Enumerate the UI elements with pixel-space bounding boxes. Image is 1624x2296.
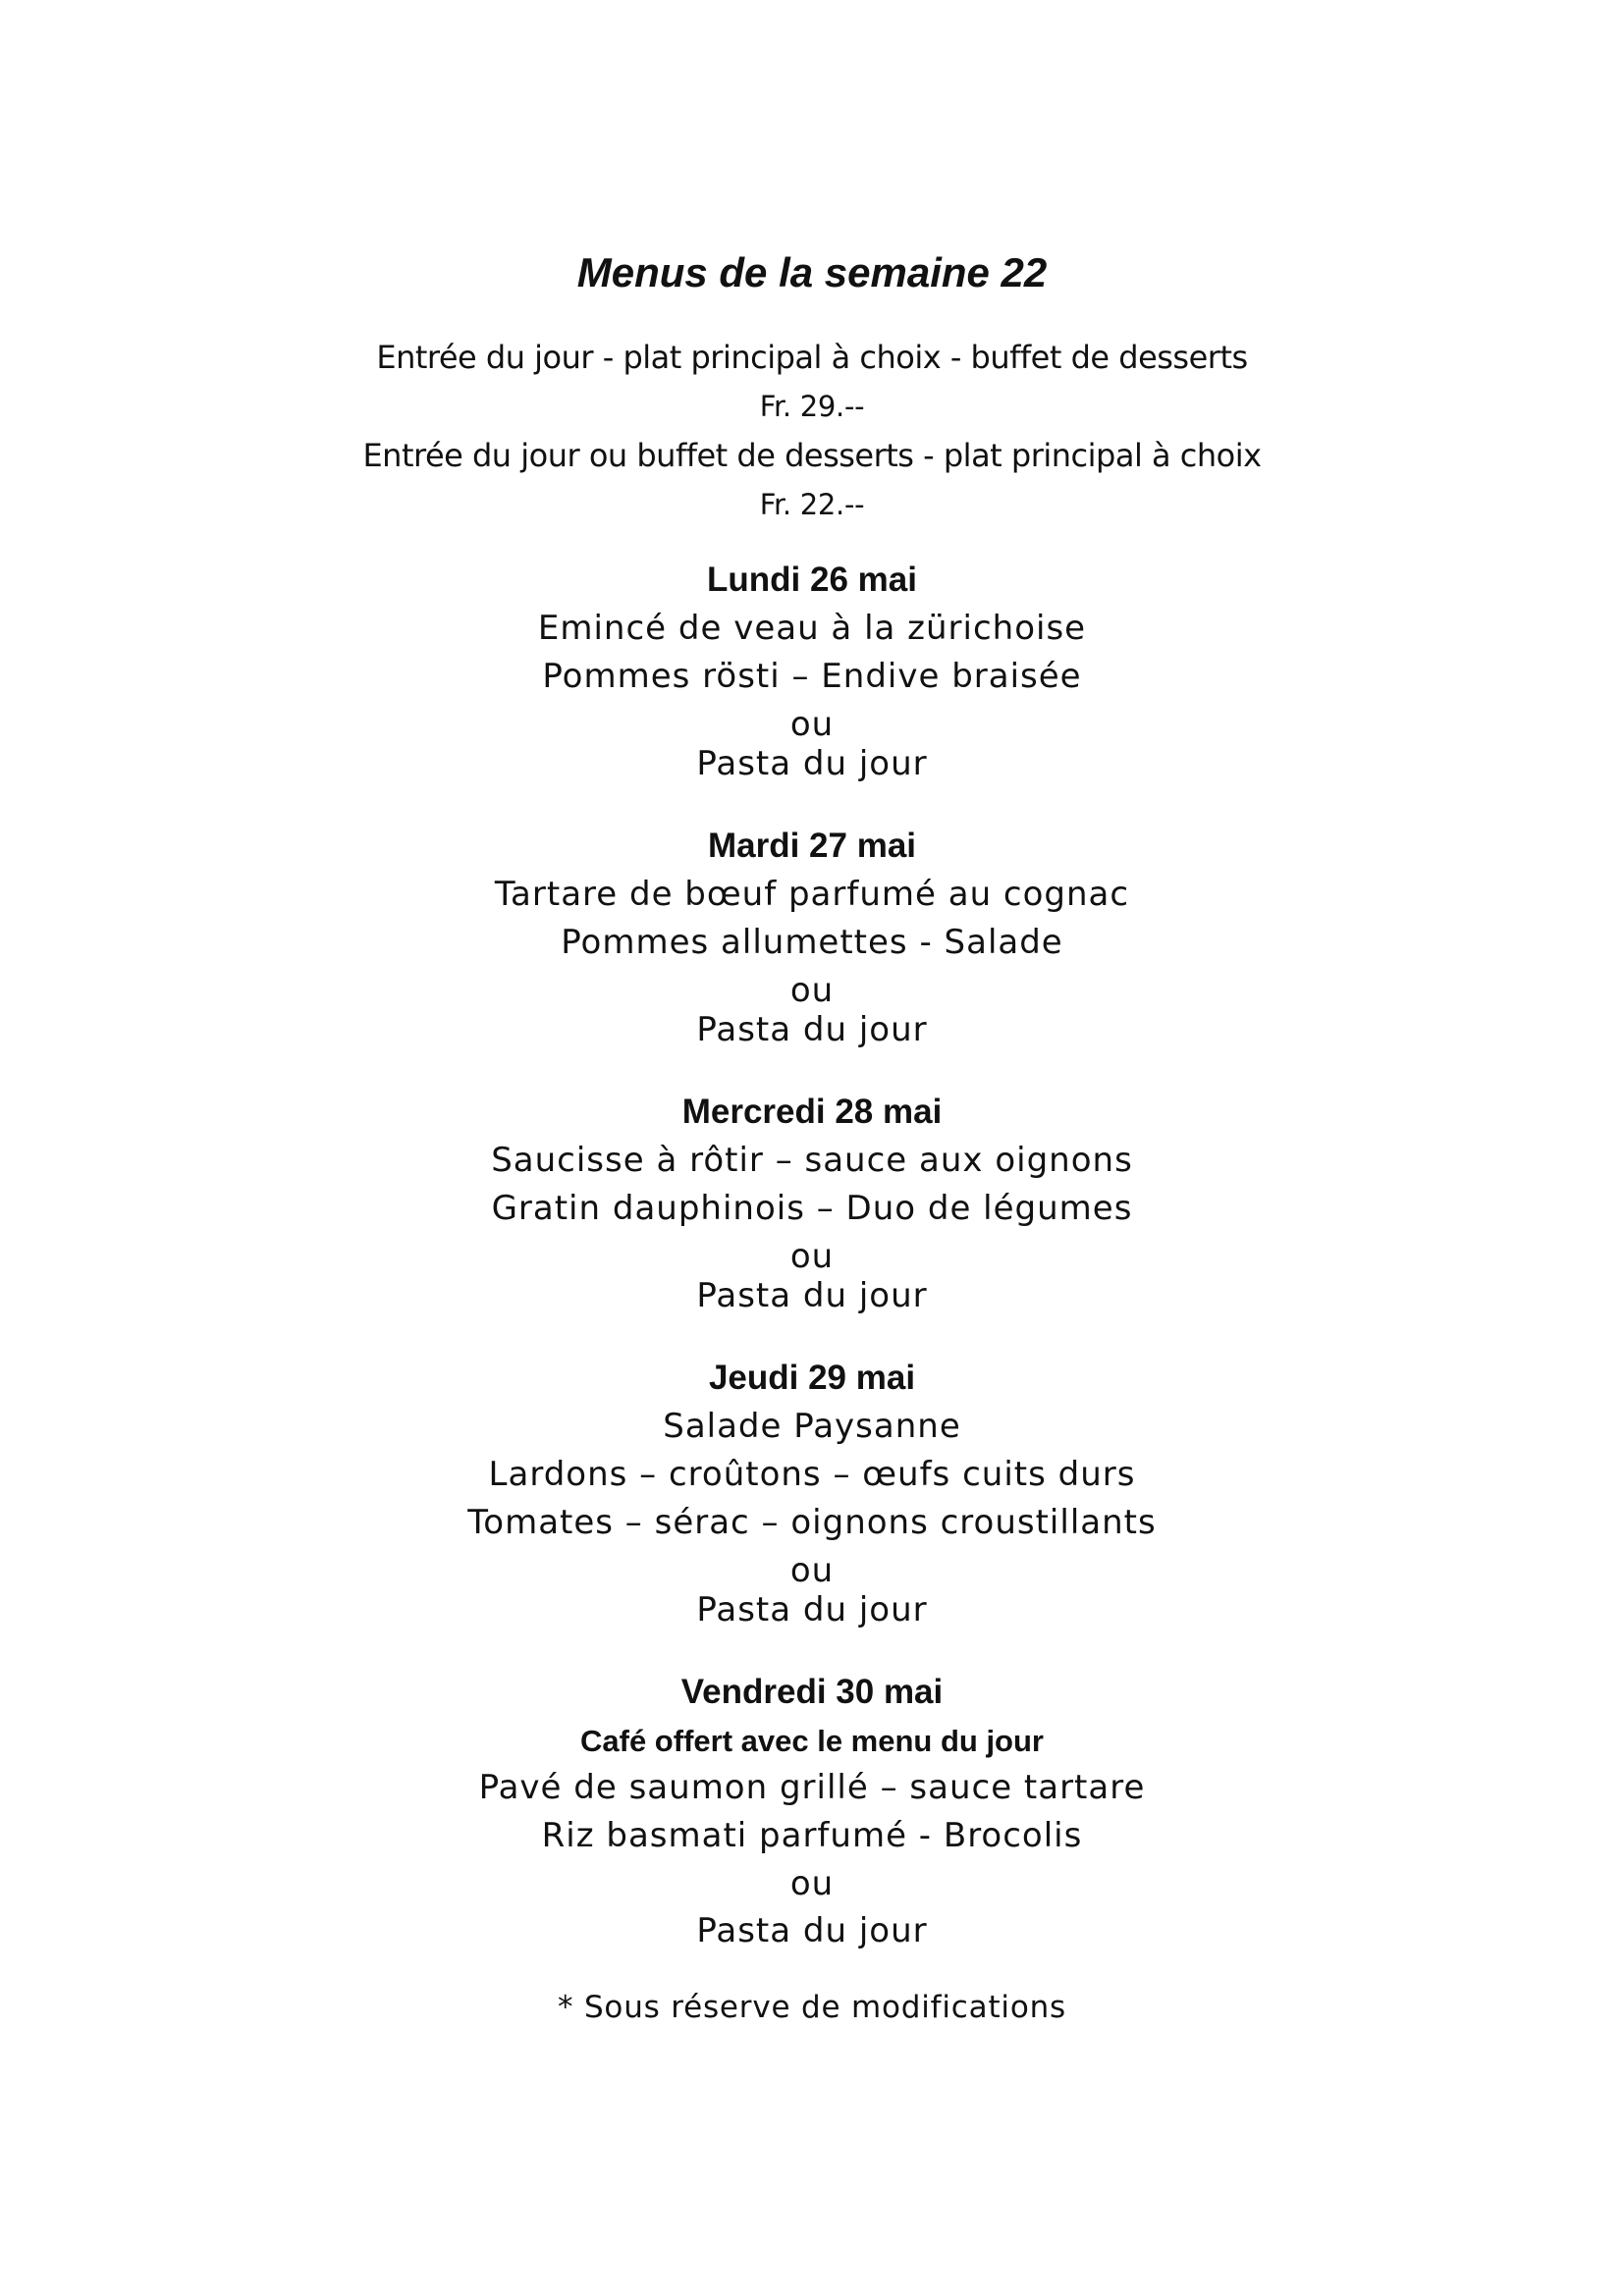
offer-full-price: Fr. 29.-- — [759, 390, 865, 423]
alternative-dish: Pasta du jour — [696, 1010, 928, 1049]
dish-line: Salade Paysanne — [663, 1407, 961, 1446]
dish-line: Tartare de bœuf parfumé au cognac — [494, 875, 1130, 914]
day-heading-monday: Lundi 26 mai — [707, 561, 917, 599]
dish-line: Riz basmati parfumé - Brocolis — [541, 1816, 1083, 1855]
offer-full-description: Entrée du jour - plat principal à choix - buffet de desserts — [376, 339, 1248, 376]
offer-reduced-price: Fr. 22.-- — [759, 488, 865, 521]
disclaimer: * Sous réserve de modifications — [558, 1990, 1066, 2025]
or-separator: ou — [789, 1237, 835, 1276]
alternative-dish: Pasta du jour — [696, 744, 928, 783]
dish-line: Lardons – croûtons – œufs cuits durs — [488, 1455, 1136, 1494]
alternative-dish: Pasta du jour — [696, 1590, 928, 1629]
friday-note: Café offert avec le menu du jour — [580, 1724, 1044, 1758]
day-heading-thursday: Jeudi 29 mai — [708, 1359, 916, 1397]
page-title: Menus de la semaine 22 — [576, 249, 1048, 295]
day-heading-wednesday: Mercredi 28 mai — [681, 1093, 943, 1131]
day-heading-friday: Vendredi 30 mai — [680, 1673, 944, 1711]
dish-line: Pommes allumettes - Salade — [561, 923, 1063, 962]
dish-line: Gratin dauphinois – Duo de légumes — [491, 1189, 1133, 1228]
dish-line: Saucisse à rôtir – sauce aux oignons — [491, 1141, 1133, 1180]
alternative-dish: Pasta du jour — [696, 1911, 928, 1950]
or-separator: ou — [789, 971, 835, 1010]
dish-line: Pommes rösti – Endive braisée — [542, 657, 1082, 696]
or-separator: ou — [789, 1551, 835, 1590]
dish-line: Pavé de saumon grillé – sauce tartare — [478, 1768, 1146, 1807]
alternative-dish: Pasta du jour — [696, 1276, 928, 1315]
dish-line: Emincé de veau à la zürichoise — [537, 609, 1087, 648]
or-separator: ou — [789, 1864, 835, 1903]
dish-line: Tomates – sérac – oignons croustillants — [467, 1503, 1157, 1542]
or-separator: ou — [789, 705, 835, 744]
day-heading-tuesday: Mardi 27 mai — [707, 827, 917, 865]
offer-reduced-description: Entrée du jour ou buffet de desserts - plat principal à choix — [362, 437, 1262, 474]
